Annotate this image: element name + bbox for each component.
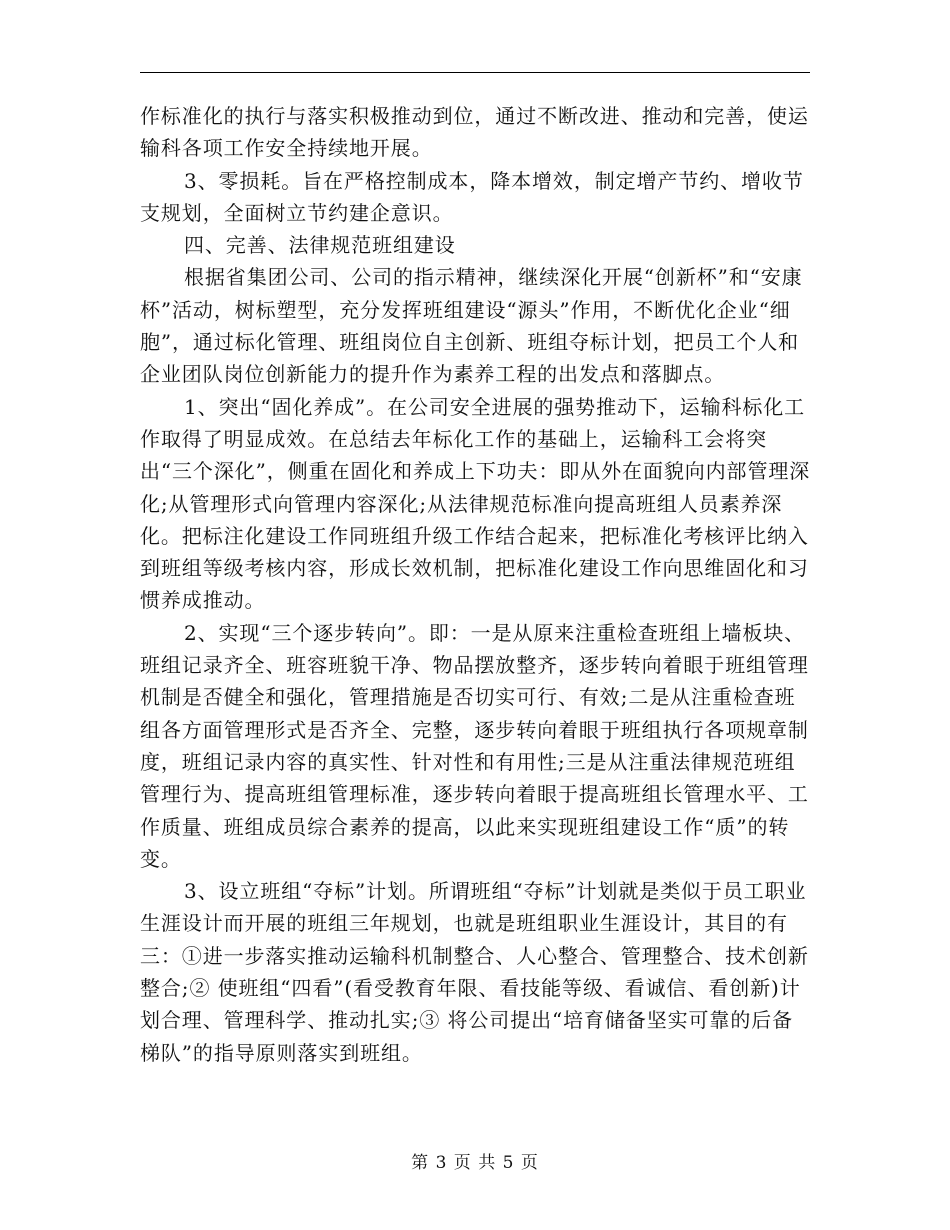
- paragraph-team-building-intro: 根据省集团公司、公司的指示精神，继续深化开展“创新杯”和“安康杯”活动，树标塑型，充分发挥班组建设“源头”作用，不断优化企业“细胞”，通过标化管理、班组岗位自主创新、班组夺标计划，把员工个人和企业团队岗位创新能力的提升作为素养工程的出发点和落脚点。: [140, 265, 803, 387]
- header-rule: [140, 72, 810, 73]
- paragraph-solidify-habits: 1、突出“固化养成”。在公司安全进展的强势推动下，运输科标化工作取得了明显成效。在总结去年标化工作的基础上，运输科工会将突出“三个深化”，侧重在固化和养成上下功夫：即从外在面貌向内部管理深化;从管理形式向管理内容深化;从法律规范标准向提高班组人员素养深化。把标注化建设工作同班组升级工作结合起来，把标准化考核评比纳入到班组等级考核内容，形成长效机制，把标准化建设工作向思维固化和习惯养成推动。: [140, 394, 811, 613]
- paragraph-target-plan: 3、设立班组“夺标”计划。所谓班组“夺标”计划就是类似于员工职业生涯设计而开展的班组三年规划，也就是班组职业生涯设计，其目的有三：①进一步落实推动运输科机制整合、人心整合、管理整合、技术创新整合;② 使班组“四看”(看受教育年限、看技能等级、看诚信、看创新)计划合理、管理科学、推动扎实;③ 将公司提出“培育储备坚实可靠的后备梯队”的指导原则落实到班组。: [140, 879, 809, 1065]
- document-body: [140, 100, 812, 1069]
- paragraph-continuation: 作标准化的执行与落实积极推动到位，通过不断改进、推动和完善，使运输科各项工作安全持续地开展。: [140, 104, 809, 161]
- paragraph-three-shifts: 2、实现“三个逐步转向”。即：一是从原来注重检查班组上墙板块、班组记录齐全、班容班貌干净、物品摆放整齐，逐步转向着眼于班组管理机制是否健全和强化，管理措施是否切实可行、有效;二是从注重检查班组各方面管理形式是否齐全、完整，逐步转向着眼于班组执行各项规章制度，班组记录内容的真实性、针对性和有用性;三是从注重法律规范班组管理行为、提高班组管理标准，逐步转向着眼于提高班组长管理水平、工作质量、班组成员综合素养的提高，以此来实现班组建设工作“质”的转变。: [140, 620, 809, 871]
- paragraph-zero-loss: 3、零损耗。旨在严格控制成本，降本增效，制定增产节约、增收节支规划，全面树立节约建企意识。: [140, 168, 804, 225]
- page-number-footer: 第 3 页 共 5 页: [411, 1153, 539, 1173]
- section-heading-team-building: 四、完善、法律规范班组建设: [184, 233, 456, 258]
